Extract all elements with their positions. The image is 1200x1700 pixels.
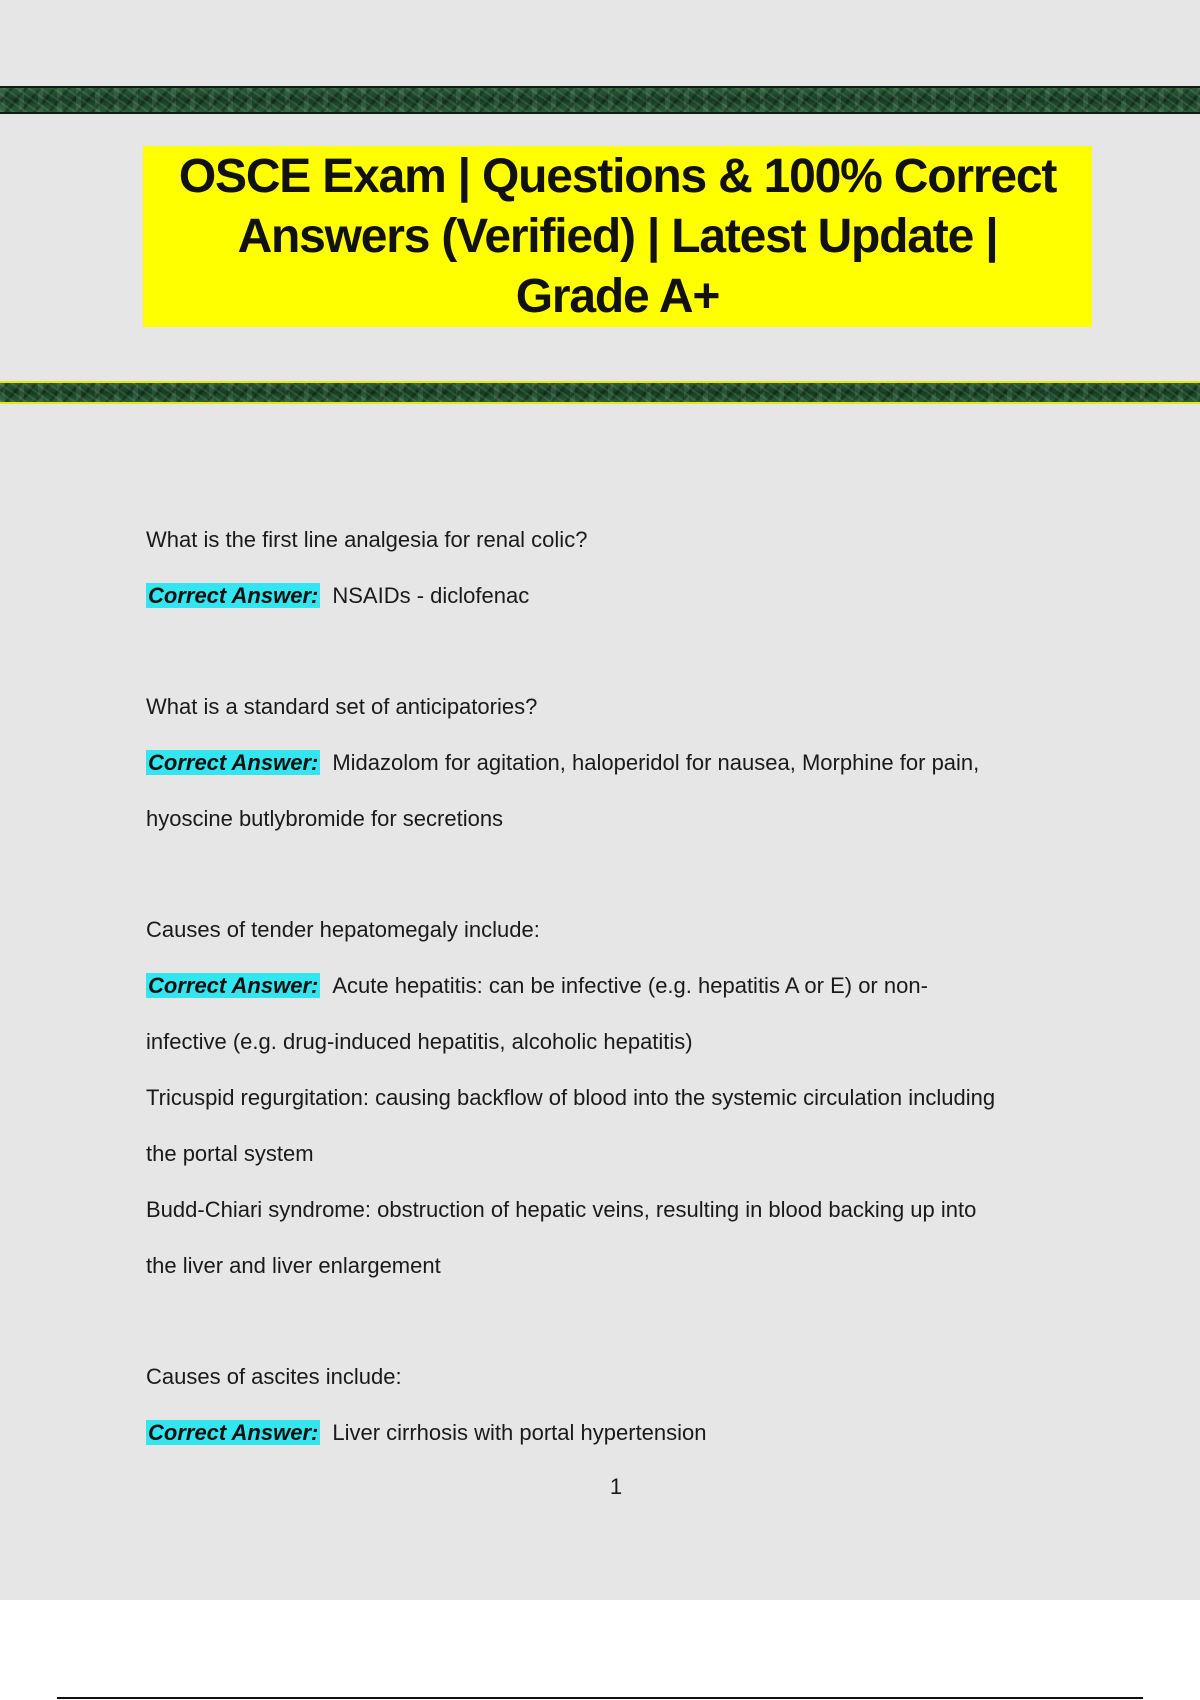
document-title: OSCE Exam | Questions & 100% Correct Answers (Verified) | Latest Update | Grade A+ [178,149,1057,323]
answer-continuation: infective (e.g. drug-induced hepatitis, alcoholic hepatitis) [146,1029,693,1054]
answer-line [146,1405,1106,1461]
answer-continuation: Tricuspid regurgitation: causing backflow of blood into the systemic circulation including [146,1085,996,1110]
answer-continuation: hyoscine butlybromide for secretions [146,806,504,831]
answer-text: NSAIDs - diclofenac [332,583,530,608]
qa-item [146,679,1106,847]
qa-content [146,512,1106,1516]
question-text: What is the first line analgesia for renal colic? [146,527,588,552]
page-number: 1 [609,1474,623,1499]
next-page-divider [57,1697,1143,1699]
qa-item [146,1349,1106,1461]
bottom-decorative-band [0,381,1200,404]
correct-answer-label: Correct Answer: [148,973,319,998]
answer-continuation: the portal system [146,1141,314,1166]
correct-answer-label: Correct Answer: [148,583,319,608]
answer-line [146,958,1106,1014]
qa-item [146,512,1106,624]
title-banner [143,146,1092,327]
question-text: What is a standard set of anticipatories? [146,694,538,719]
answer-text: Liver cirrhosis with portal hypertension [332,1420,707,1445]
qa-item [146,902,1106,1294]
answer-text: Midazolom for agitation, haloperidol for nausea, Morphine for pain, [332,750,980,775]
question-text: Causes of tender hepatomegaly include: [146,917,540,942]
top-decorative-band [0,86,1200,114]
answer-continuation: the liver and liver enlargement [146,1253,441,1278]
correct-answer-label: Correct Answer: [148,1420,319,1445]
answer-line [146,568,1106,624]
answer-continuation: Budd-Chiari syndrome: obstruction of hepatic veins, resulting in blood backing up into [146,1197,977,1222]
answer-text: Acute hepatitis: can be infective (e.g. hepatitis A or E) or non- [332,973,928,998]
answer-line [146,735,1106,791]
question-text: Causes of ascites include: [146,1364,402,1389]
correct-answer-label: Correct Answer: [148,750,319,775]
